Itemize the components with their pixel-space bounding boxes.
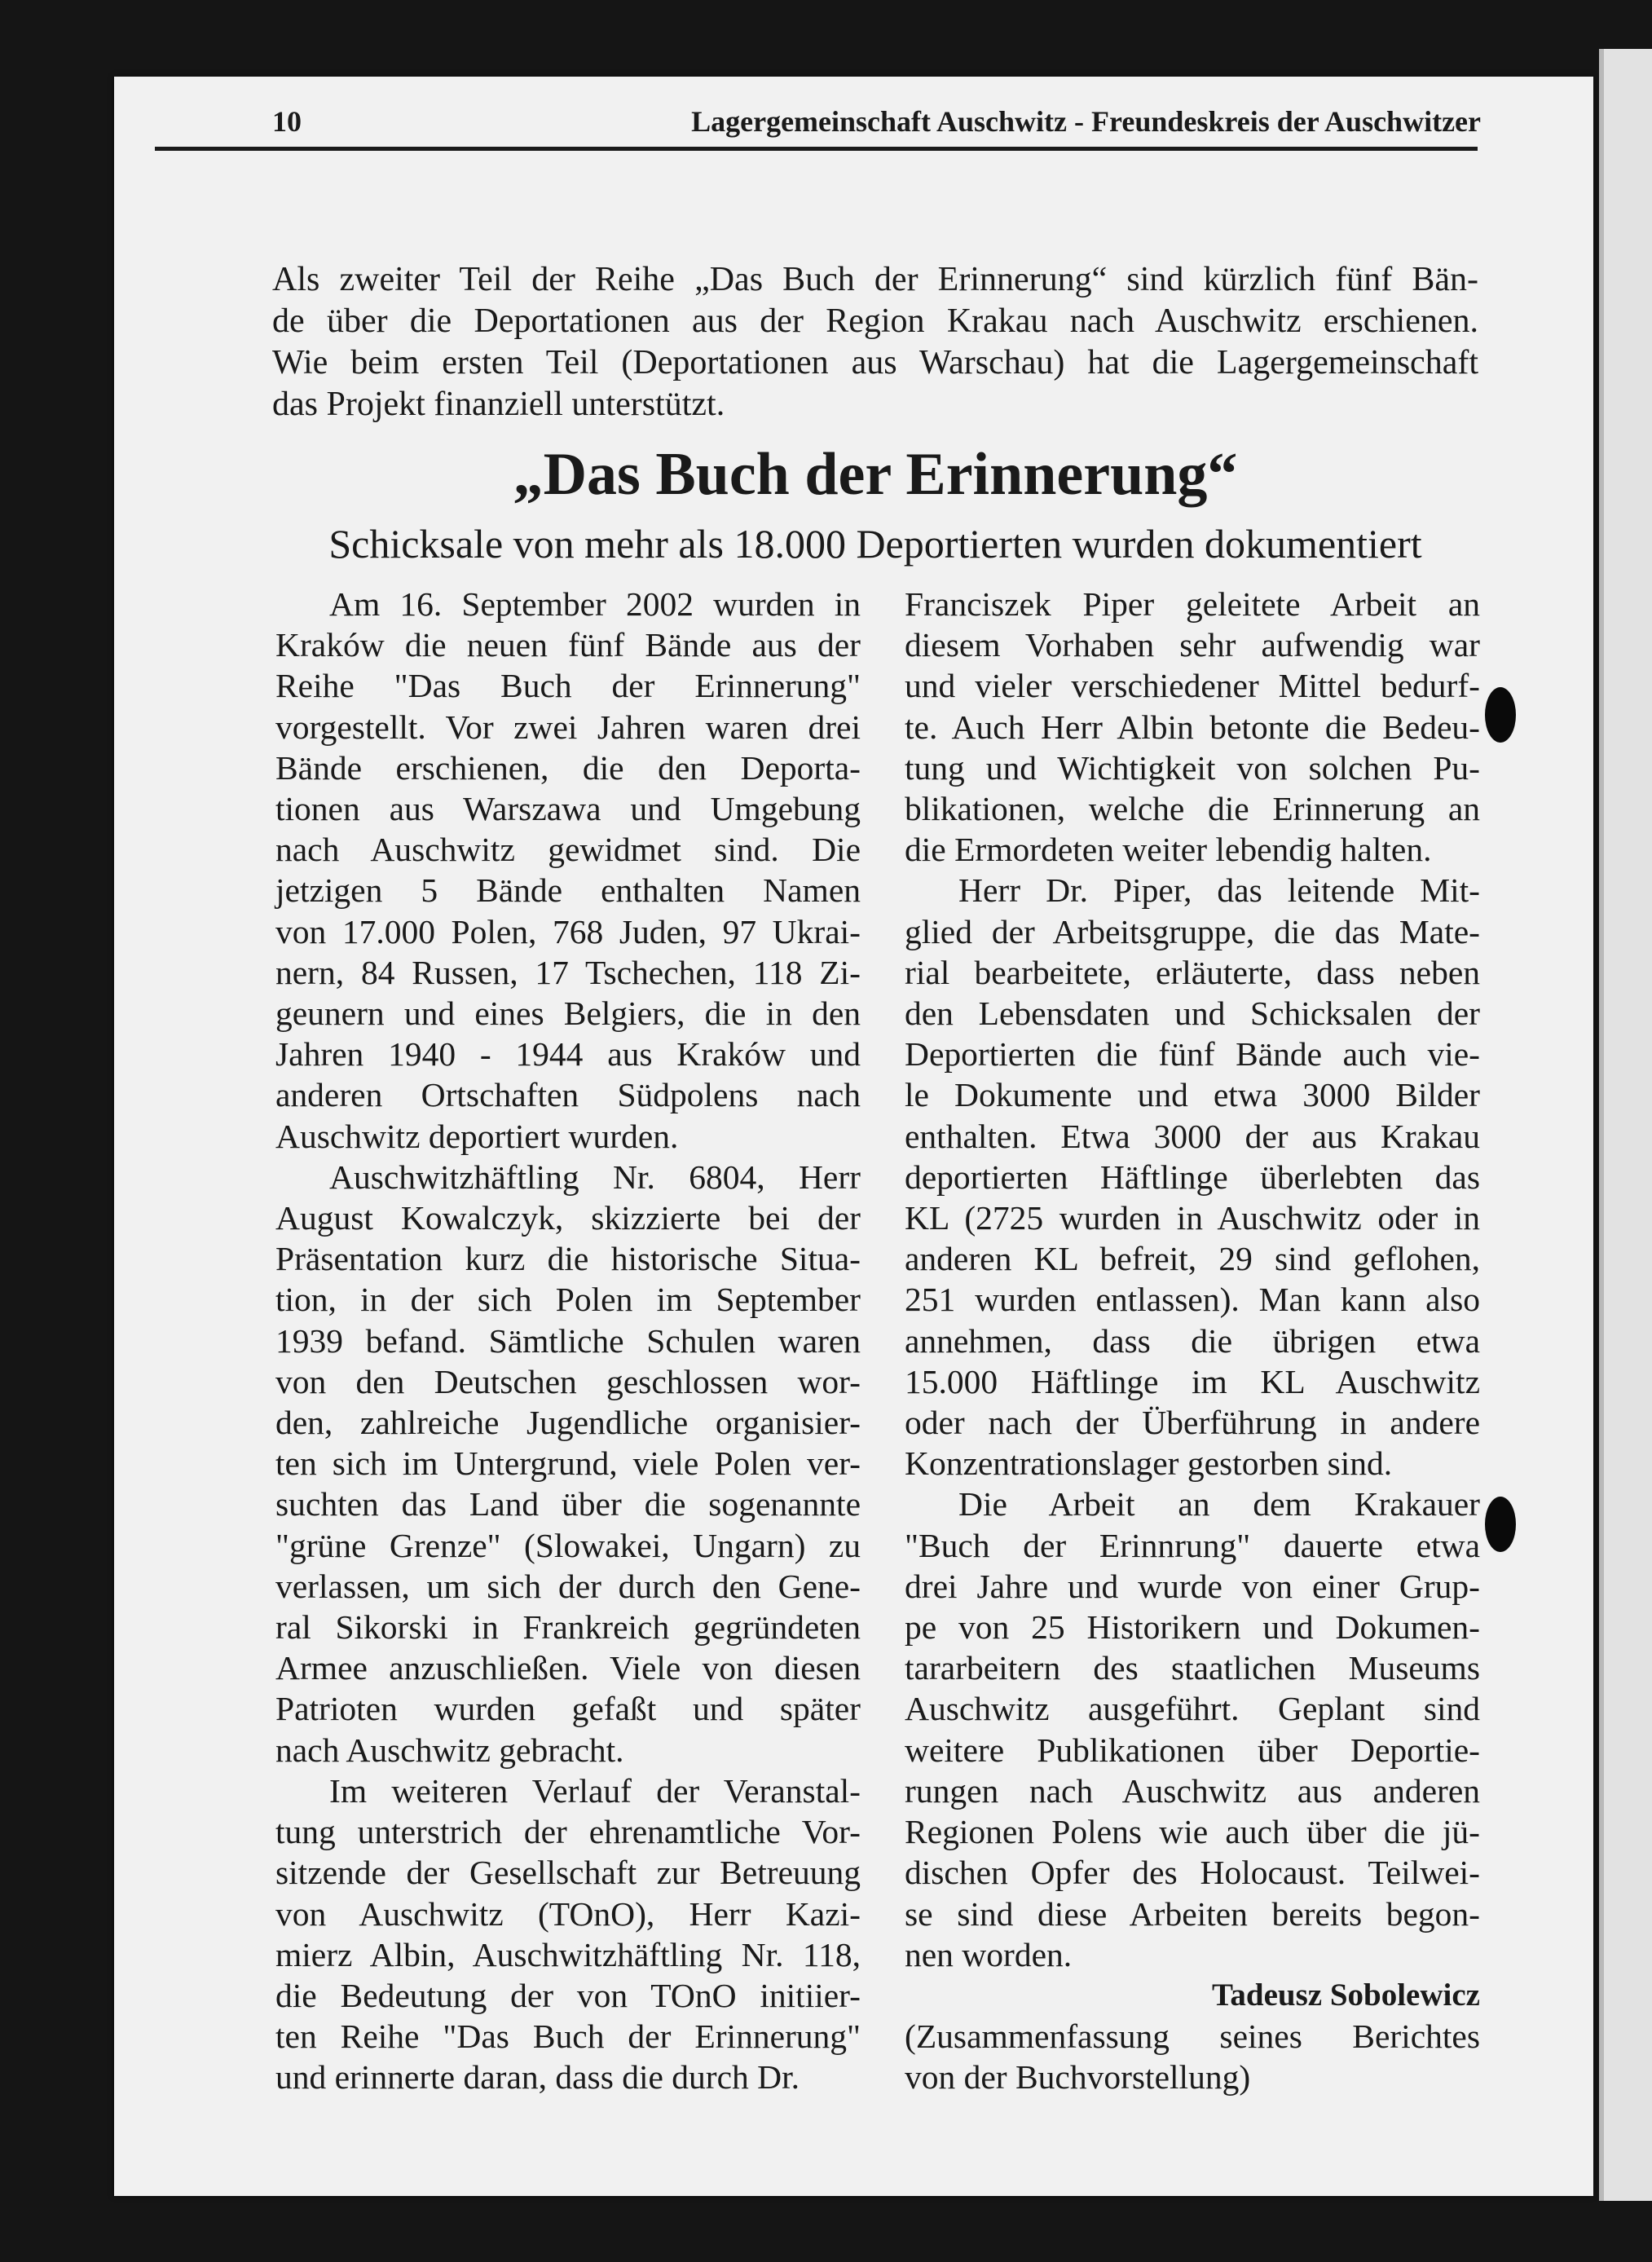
page-header: [155, 104, 1481, 151]
article-line: dischen Opfer des Holocaust. Teilwei-: [905, 1854, 1480, 1892]
article-line: annehmen, dass die übrigen etwa: [905, 1321, 1480, 1360]
intro-paragraph: [272, 259, 1478, 426]
article-line: ral Sikorski in Frankreich gegründeten: [275, 1608, 861, 1647]
article-line: Auschwitz deportiert wurden.: [275, 1117, 679, 1155]
author-signature: Tadeusz Sobolewicz: [1211, 1977, 1480, 2013]
article-line: Kraków die neuen fünf Bände aus der: [275, 626, 861, 664]
article-line: August Kowalczyk, skizzierte bei der: [275, 1199, 861, 1237]
page-number: 10: [272, 105, 302, 138]
article-line: Franciszek Piper geleitete Arbeit an: [905, 585, 1480, 623]
article-line: glied der Arbeitsgruppe, die das Mate-: [905, 912, 1480, 950]
intro-line: das Projekt finanziell unterstützt.: [272, 386, 725, 423]
article-line: le Dokumente und etwa 3000 Bilder: [905, 1076, 1480, 1114]
article-line: die Ermordeten weiter lebendig halten.: [905, 831, 1432, 869]
article-line: 1939 befand. Sämtliche Schulen waren: [275, 1321, 861, 1360]
article-line: drei Jahre und wurde von einer Grup-: [905, 1567, 1480, 1605]
article-line: geunern und eines Belgiers, die in den: [275, 994, 861, 1033]
article-line: Präsentation kurz die historische Situa-: [275, 1240, 861, 1278]
article-line: tung unterstrich der ehrenamtliche Vor-: [275, 1813, 861, 1851]
article-line: blikationen, welche die Erinnerung an: [905, 790, 1480, 828]
article-line: Auschwitzhäftling Nr. 6804, Herr: [329, 1157, 861, 1196]
article-line: pe von 25 Historikern und Dokumen-: [905, 1608, 1480, 1647]
article-line: von Auschwitz (TOnO), Herr Kazi-: [275, 1894, 861, 1933]
article-line: Reihe "Das Buch der Erinnerung": [275, 667, 861, 705]
article-line: die Bedeutung der von TOnO initiier-: [275, 1976, 861, 2014]
article-line: Jahren 1940 - 1944 aus Kraków und: [275, 1035, 861, 1074]
binder-hole-bottom: [1485, 1497, 1516, 1552]
article-line: den Lebensdaten und Schicksalen der: [905, 994, 1480, 1033]
article-line: sitzende der Gesellschaft zur Betreuung: [275, 1854, 861, 1892]
article-line: jetzigen 5 Bände enthalten Namen: [275, 871, 861, 910]
article-line: und vieler verschiedener Mittel bedurf-: [905, 667, 1480, 705]
article-line: tararbeitern des staatlichen Museums: [905, 1649, 1480, 1687]
intro-line: de über die Deportationen aus der Region Krakau nach Auschwitz erschienen.: [272, 302, 1478, 340]
article-line: KL (2725 wurden in Auschwitz oder in: [905, 1199, 1480, 1237]
article-line: weitere Publikationen über Deportie-: [905, 1731, 1480, 1769]
article-line: vorgestellt. Vor zwei Jahren waren drei: [275, 708, 861, 746]
article-line: Im weiteren Verlauf der Veranstal-: [329, 1771, 861, 1810]
article-line: und erinnerte daran, dass die durch Dr.: [275, 2058, 800, 2097]
article-line: "Buch der Erinnrung" dauerte etwa: [905, 1526, 1480, 1564]
article-line: nern, 84 Russen, 17 Tschechen, 118 Zi-: [275, 953, 861, 991]
binder-hole-top: [1485, 687, 1516, 743]
article-column-left: [275, 584, 861, 2098]
article-line: tung und Wichtigkeit von solchen Pu-: [905, 748, 1480, 787]
article-line: se sind diese Arbeiten bereits begon-: [905, 1894, 1480, 1933]
author-note-line: (Zusammenfassung seines Berichtes: [905, 2017, 1480, 2056]
article-line: Bände erschienen, die den Deporta-: [275, 748, 861, 787]
author-note-line: von der Buchvorstellung): [905, 2058, 1251, 2097]
article-line: rial bearbeitete, erläuterte, dass neben: [905, 953, 1480, 991]
article-line: diesem Vorhaben sehr aufwendig war: [905, 626, 1480, 664]
article-column-right: [905, 584, 1480, 2098]
article-line: den, zahlreiche Jugendliche organisier-: [275, 1404, 861, 1442]
article-line: Regionen Polens wie auch über die jü-: [905, 1813, 1480, 1851]
intro-line: Als zweiter Teil der Reihe „Das Buch der Erinnerung“ sind kürzlich fünf Bän-: [272, 261, 1478, 298]
article-line: von 17.000 Polen, 768 Juden, 97 Ukrai-: [275, 912, 861, 950]
article-line: enthalten. Etwa 3000 der aus Krakau: [905, 1117, 1480, 1155]
article-line: Die Arbeit an dem Krakauer: [958, 1485, 1480, 1523]
article-line: 15.000 Häftlinge im KL Auschwitz: [905, 1362, 1480, 1400]
article-line: suchten das Land über die sogenannte: [275, 1485, 861, 1523]
article-line: deportierten Häftlinge überlebten das: [905, 1157, 1480, 1196]
article-line: nach Auschwitz gebracht.: [275, 1731, 624, 1769]
article-subtitle: Schicksale von mehr als 18.000 Deportierten wurden dokumentiert: [328, 521, 1422, 567]
article-line: tionen aus Warszawa und Umgebung: [275, 790, 861, 828]
article-line: Herr Dr. Piper, das leitende Mit-: [958, 871, 1480, 910]
article-line: rungen nach Auschwitz aus anderen: [905, 1771, 1480, 1810]
article-line: anderen Ortschaften Südpolens nach: [275, 1076, 861, 1114]
article-line: Armee anzuschließen. Viele von diesen: [275, 1649, 861, 1687]
article-line: von den Deutschen geschlossen wor-: [275, 1362, 861, 1400]
article-line: anderen KL befreit, 29 sind geflohen,: [905, 1240, 1480, 1278]
article-title: „Das Buch der Erinnerung“: [513, 441, 1238, 508]
article-line: tion, in der sich Polen im September: [275, 1281, 861, 1319]
article-line: 251 wurden entlassen). Man kann also: [905, 1281, 1480, 1319]
article-line: mierz Albin, Auschwitzhäftling Nr. 118,: [275, 1935, 861, 1973]
article-line: Konzentrationslager gestorben sind.: [905, 1444, 1393, 1483]
adjacent-page-edge: [1599, 49, 1652, 2201]
article-line: "grüne Grenze" (Slowakei, Ungarn) zu: [275, 1526, 861, 1564]
article-line: ten sich im Untergrund, viele Polen ver-: [275, 1444, 861, 1483]
article-line: verlassen, um sich der durch den Gene-: [275, 1567, 861, 1605]
article-line: nen worden.: [905, 1935, 1073, 1973]
intro-line: Wie beim ersten Teil (Deportationen aus Warschau) hat die Lagergemeinschaft: [272, 344, 1478, 381]
article-line: te. Auch Herr Albin betonte die Bedeu-: [905, 708, 1480, 746]
running-title: Lagergemeinschaft Auschwitz - Freundeskreis der Auschwitzer: [691, 105, 1481, 138]
article-line: nach Auschwitz gewidmet sind. Die: [275, 831, 861, 869]
article-line: Deportierten die fünf Bände auch vie-: [905, 1035, 1480, 1074]
article-line: Patrioten wurden gefaßt und später: [275, 1690, 861, 1728]
article-line: ten Reihe "Das Buch der Erinnerung": [275, 2017, 861, 2056]
article-line: oder nach der Überführung in andere: [905, 1404, 1480, 1442]
article-line: Auschwitz ausgeführt. Geplant sind: [905, 1690, 1480, 1728]
article-line: Am 16. September 2002 wurden in: [329, 585, 861, 623]
